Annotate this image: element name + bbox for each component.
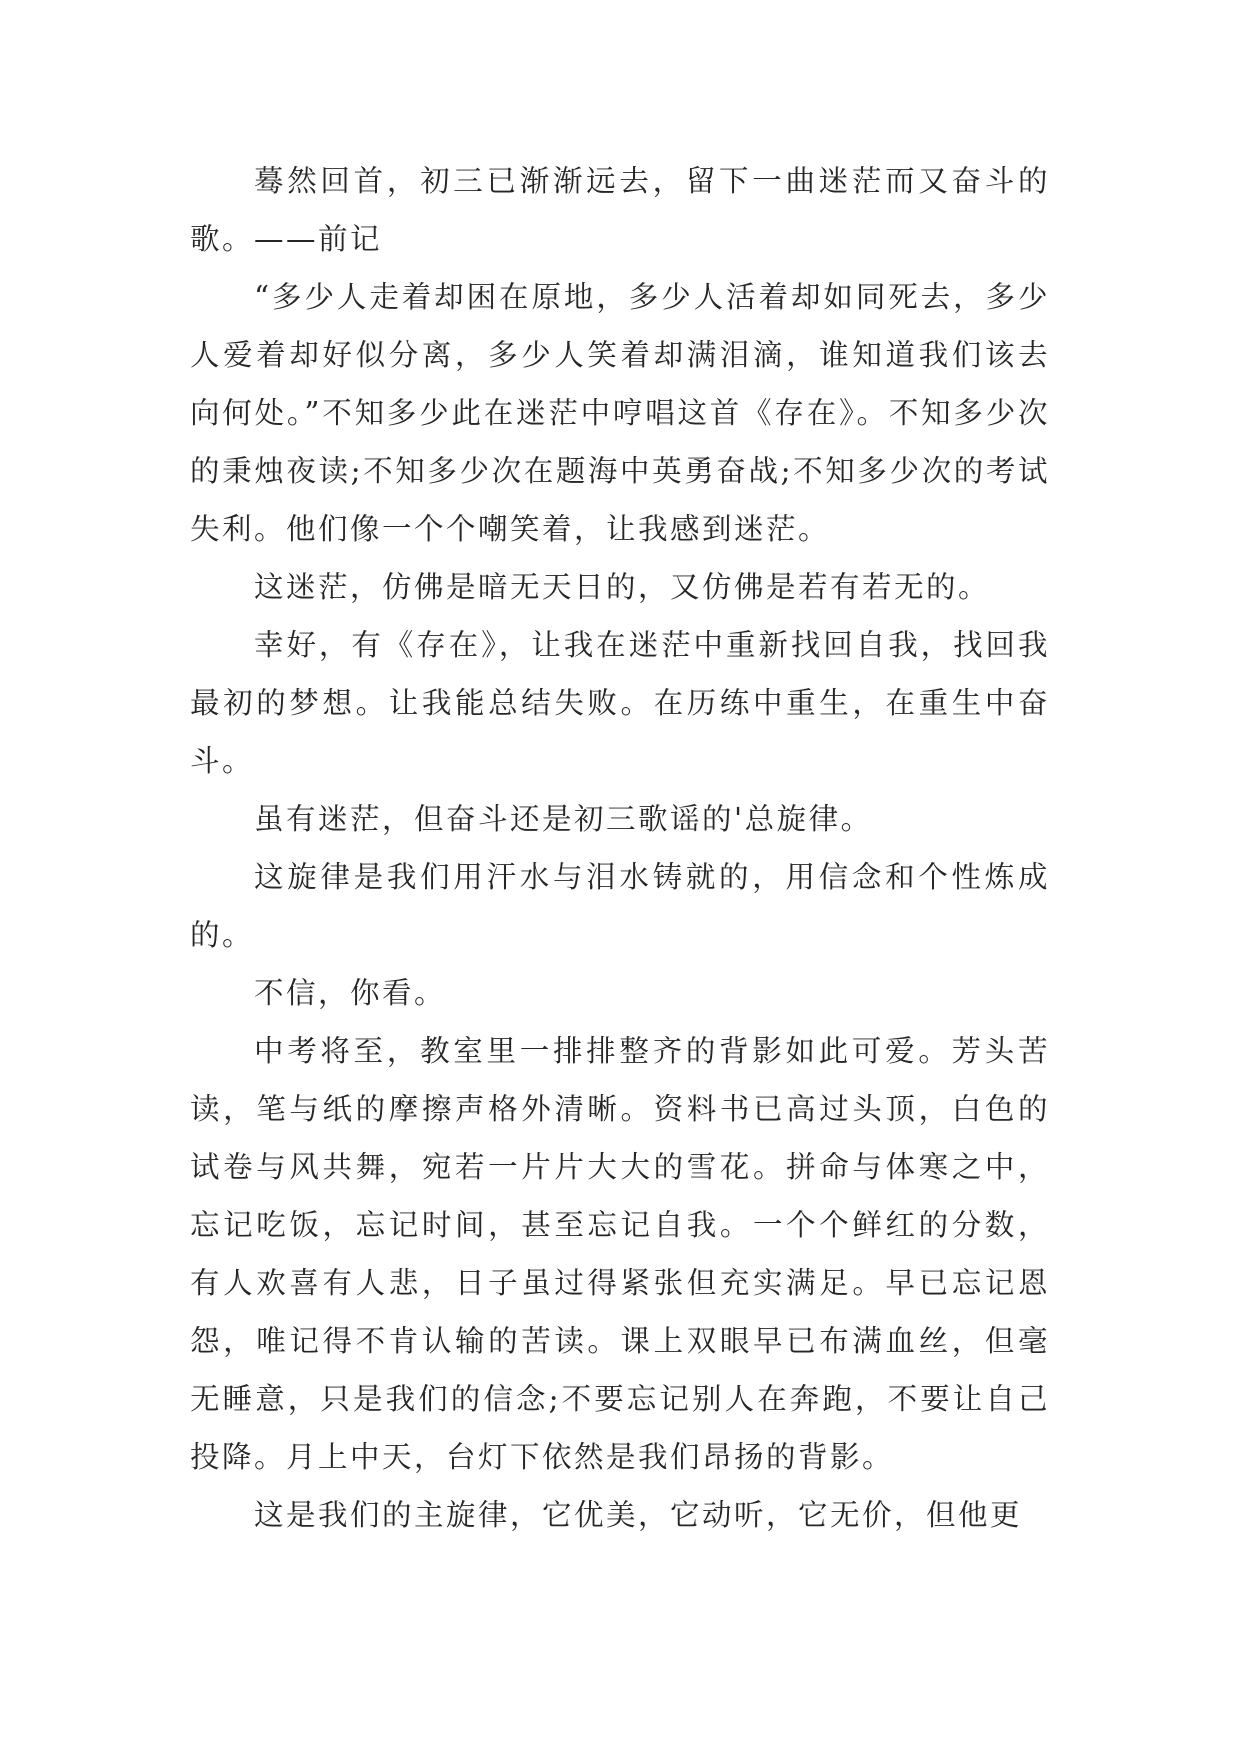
paragraph-preface: 蓦然回首，初三已渐渐远去，留下一曲迷茫而又奋斗的歌。——前记: [190, 164, 1050, 256]
paragraph-confusion: 这迷茫，仿佛是暗无天日的，又仿佛是若有若无的。: [254, 570, 991, 604]
paragraph-look: 不信，你看。: [254, 976, 447, 1010]
paragraph-fortunately: 幸好，有《存在》，让我在迷茫中重新找回自我，找回我最初的梦想。让我能总结失败。在历练中重生，在重生中奋斗。: [190, 628, 1050, 778]
essay-body: [190, 152, 1050, 1544]
paragraph-exam-study: 中考将至，教室里一排排整齐的背影如此可爱。芳头苦读，笔与纸的摩擦声格外清晰。资料书已高过头顶，白色的试卷与风共舞，宛若一片片大大的雪花。拼命与体寒之中，忘记吃饭，忘记时间，甚至忘记自我。一个个鲜红的分数，有人欢喜有人悲，日子虽过得紧张但充实满足。早已忘记恩怨，唯记得不肯认输的苦读。课上双眼早已布满血丝，但毫无睡意，只是我们的信念;不要忘记别人在奔跑，不要让自己投降。月上中天，台灯下依然是我们昂扬的背影。: [190, 1034, 1050, 1474]
paragraph-closing: 这是我们的主旋律，它优美，它动听，它无价，但他更: [254, 1498, 1023, 1532]
paragraph-song-lyrics: “多少人走着却困在原地，多少人活着却如同死去，多少人爱着却好似分离，多少人笑着却满泪滴，谁知道我们该去向何处。”不知多少此在迷茫中哼唱这首《存在》。不知多少次的秉烛夜读;不知多少次在题海中英勇奋战;不知多少次的考试失利。他们像一个个嘲笑着，让我感到迷茫。: [190, 280, 1050, 546]
paragraph-main-melody: 虽有迷茫，但奋斗还是初三歌谣的'总旋律。: [254, 802, 873, 836]
paragraph-sweat-tears: 这旋律是我们用汗水与泪水铸就的，用信念和个性炼成的。: [190, 860, 1050, 952]
